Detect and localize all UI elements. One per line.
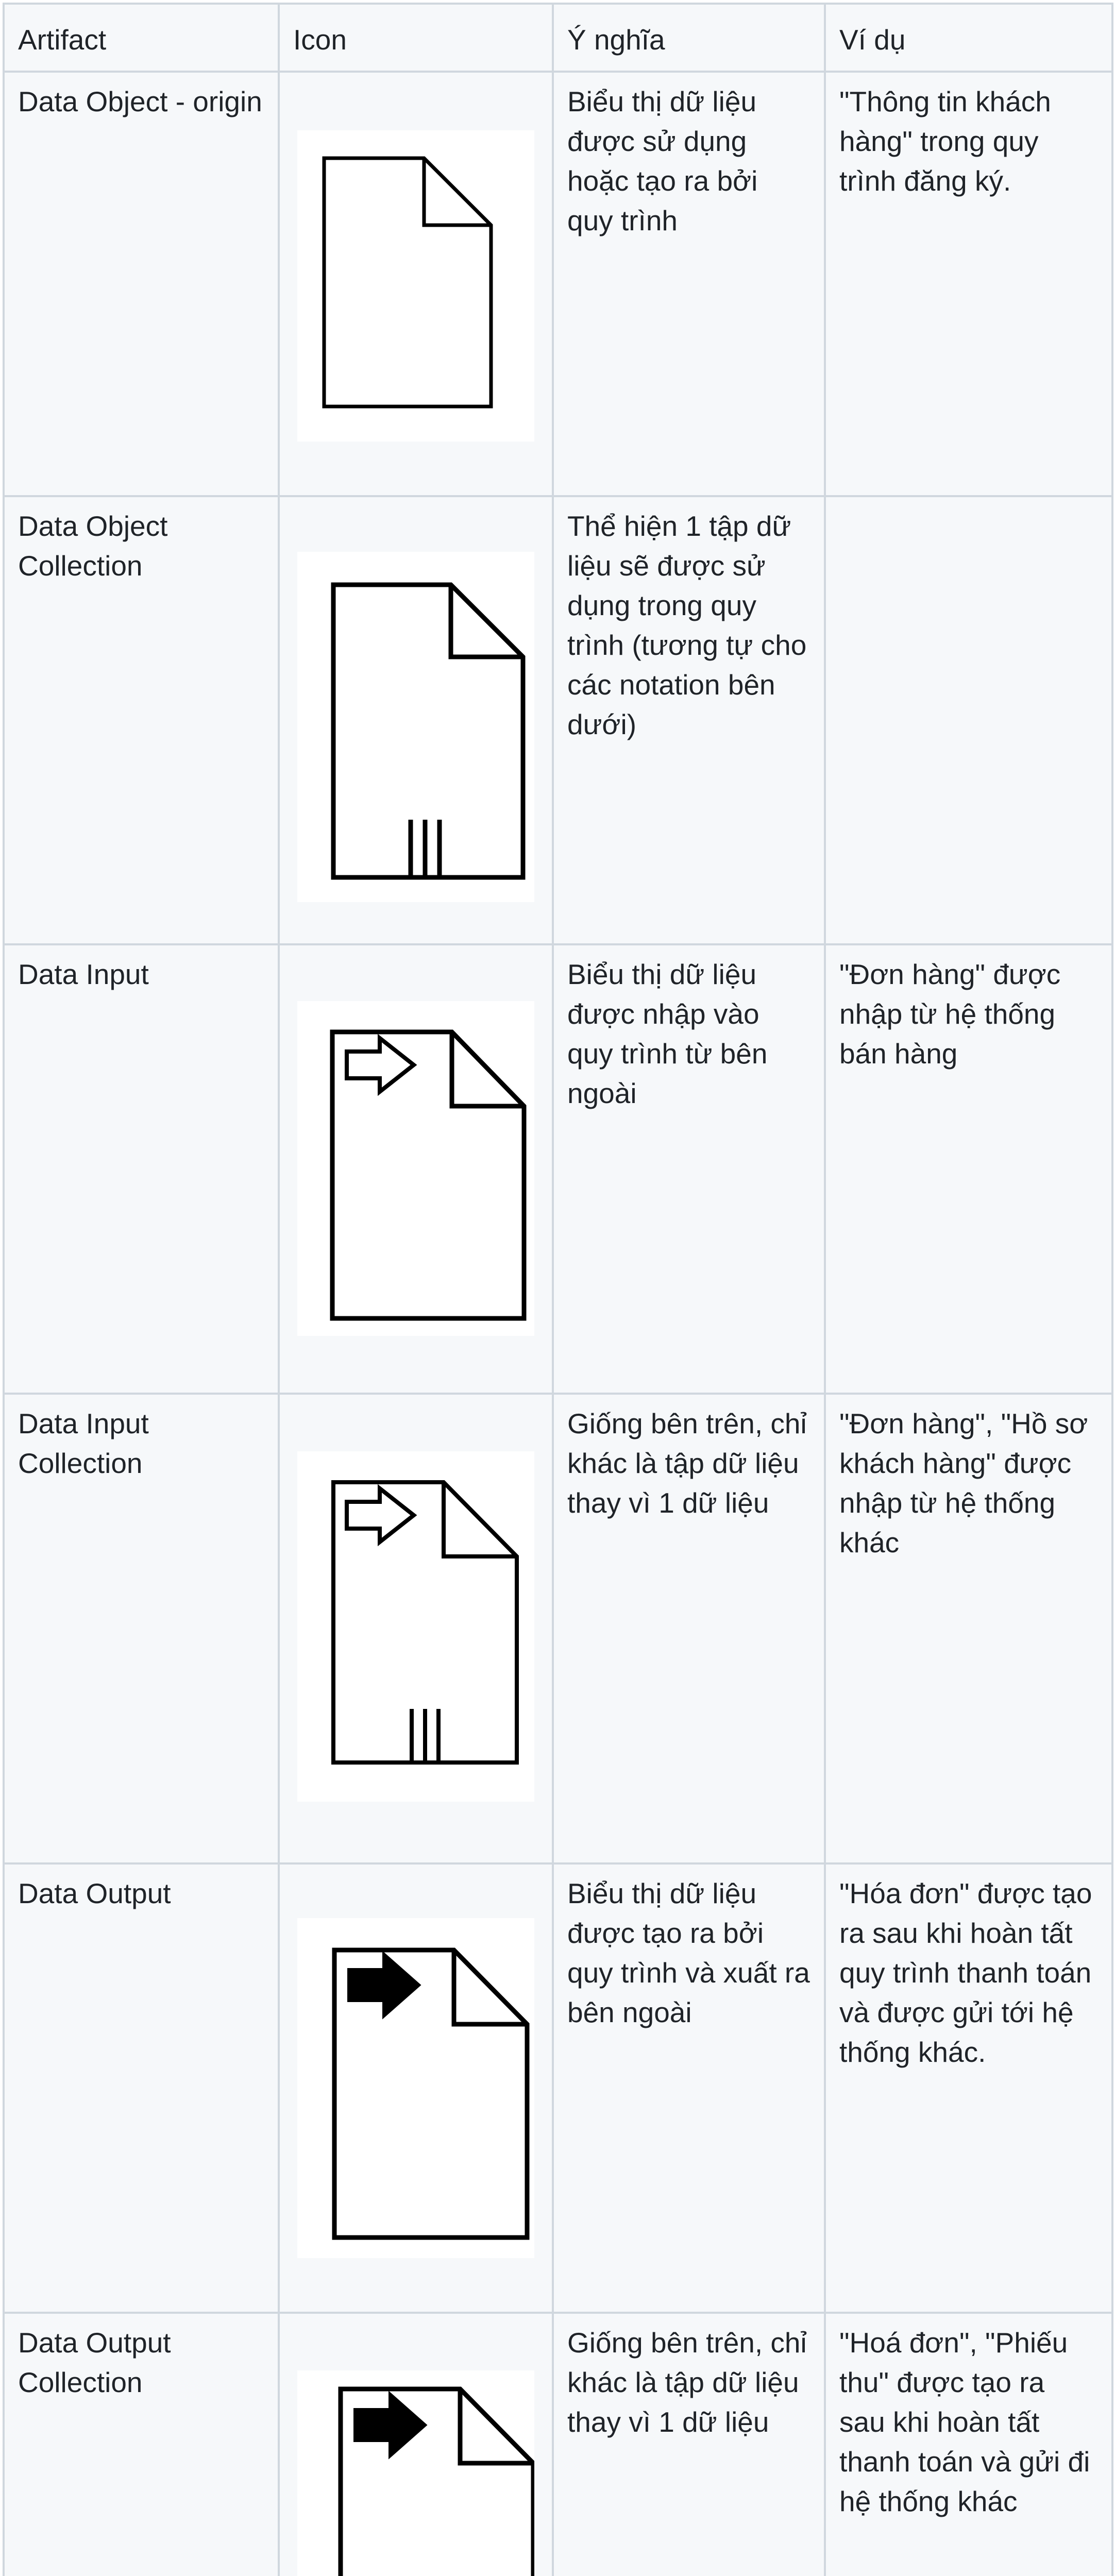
table-row [4,1394,1112,1863]
icon-cell [279,496,553,944]
artifact-name: Data Object Collection [4,496,279,944]
meaning-cell: Biểu thị dữ liệu được tạo ra bởi quy trình và xuất ra bên ngoài [553,1863,825,2313]
data-input-icon [297,1001,534,1336]
data-object-icon [297,130,534,442]
table-row [4,2313,1112,2576]
table-row [4,496,1112,944]
header-icon: Icon [279,4,553,72]
artifact-name: Data Output [4,1863,279,2313]
icon-cell [279,1863,553,2313]
data-object-collection-icon [297,552,534,902]
example-cell: "Thông tin khách hàng" trong quy trình đăng ký. [825,72,1112,496]
meaning-cell: Biểu thị dữ liệu được nhập vào quy trình từ bên ngoài [553,944,825,1394]
table-header-row [4,4,1112,72]
header-artifact: Artifact [4,4,279,72]
table-row [4,72,1112,496]
data-output-collection-icon [297,2370,534,2576]
meaning-cell: Biểu thị dữ liệu được sử dụng hoặc tạo ra bởi quy trình [553,72,825,496]
example-cell: "Hoá đơn", "Phiếu thu" được tạo ra sau khi hoàn tất thanh toán và gửi đi hệ thống khác [825,2313,1112,2576]
artifact-name: Data Output Collection [4,2313,279,2576]
example-cell [825,496,1112,944]
meaning-cell: Giống bên trên, chỉ khác là tập dữ liệu thay vì 1 dữ liệu [553,1394,825,1863]
example-cell: "Đơn hàng" được nhập từ hệ thống bán hàng [825,944,1112,1394]
example-cell: "Hóa đơn" được tạo ra sau khi hoàn tất quy trình thanh toán và được gửi tới hệ thống khác. [825,1863,1112,2313]
data-input-collection-icon [297,1451,534,1802]
artifact-name: Data Object - origin [4,72,279,496]
artifact-table [3,3,1113,2576]
artifact-name: Data Input Collection [4,1394,279,1863]
icon-cell [279,72,553,496]
artifact-table-container [3,3,1111,2576]
artifact-name: Data Input [4,944,279,1394]
icon-cell [279,944,553,1394]
header-meaning: Ý nghĩa [553,4,825,72]
icon-cell [279,2313,553,2576]
example-cell: "Đơn hàng", "Hồ sơ khách hàng" được nhập từ hệ thống khác [825,1394,1112,1863]
icon-cell [279,1394,553,1863]
header-example: Ví dụ [825,4,1112,72]
data-output-icon [297,1918,534,2258]
table-row [4,1863,1112,2313]
meaning-cell: Thể hiện 1 tập dữ liệu sẽ được sử dụng trong quy trình (tương tự cho các notation bên dưới) [553,496,825,944]
meaning-cell: Giống bên trên, chỉ khác là tập dữ liệu thay vì 1 dữ liệu [553,2313,825,2576]
table-row [4,944,1112,1394]
